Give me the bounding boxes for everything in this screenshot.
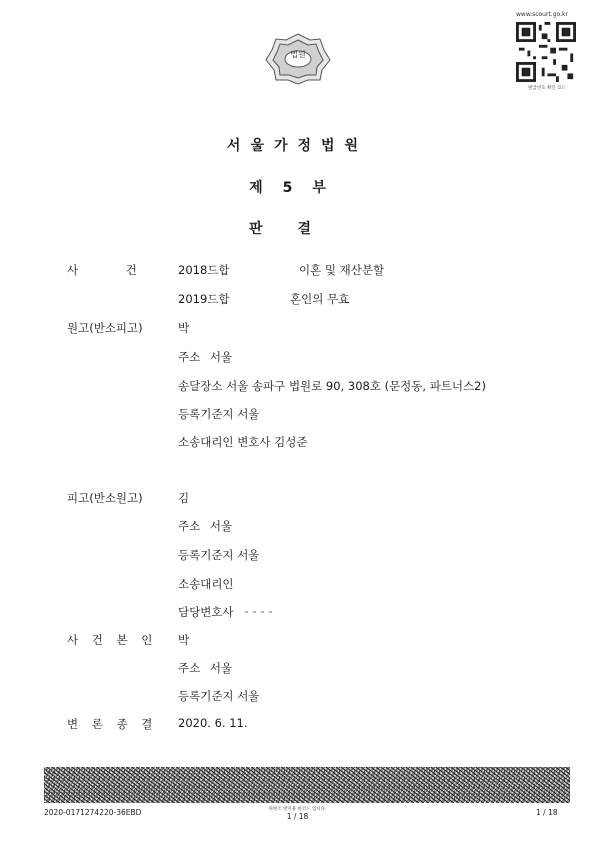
principal-name: 박 [178, 633, 190, 647]
defendant-label: 피고(반소원고) [67, 491, 143, 505]
qr-caption: 발급번호 확인 코드 [528, 86, 566, 91]
defendant-address: 주소 서울 [178, 519, 233, 533]
document-type-title: 판결 [248, 221, 347, 237]
plaintiff-registry: 등록기준지 서울 [178, 407, 260, 421]
defendant-attorney-label: 담당변호사 [178, 605, 234, 619]
plaintiff-name: 박 [178, 321, 190, 335]
defendant-name: 김 [178, 491, 190, 505]
emblem-label: 법원 [290, 50, 306, 59]
principal-registry: 등록기준지 서울 [178, 689, 260, 703]
defendant-counsel-label: 소송대리인 [178, 577, 234, 591]
closing-date: 2020. 6. 11. [178, 716, 248, 730]
plaintiff-address: 주소 서울 [178, 350, 233, 364]
footer-center [0, 806, 595, 821]
defendant-registry: 등록기준지 서울 [178, 548, 260, 562]
closing-label: 변 론 종 결 [67, 717, 158, 731]
case-title-1: 이혼 및 재산분할 [299, 263, 385, 277]
court-emblem [262, 30, 334, 86]
case-number-2: 2019드합 [178, 292, 230, 306]
principal-address: 주소 서울 [178, 661, 233, 675]
plaintiff-label: 원고(반소피고) [67, 321, 143, 335]
plaintiff-service-address: 송달장소 서울 송파구 법원로 90, 308호 (문정동, 파트너스2) [178, 379, 486, 393]
case-number-1: 2018드합 [178, 263, 230, 277]
court-title: 서울가정법원 [226, 138, 369, 154]
case-label: 사 건 [67, 263, 159, 277]
footer-doc-id: 2020-0171274220-36EBD [44, 808, 142, 817]
footer-page-number: 1 / 18 [536, 808, 558, 817]
anti-forgery-barcode [44, 767, 570, 803]
plaintiff-counsel: 소송대리인 변호사 김성준 [178, 435, 308, 449]
qr-code-icon [516, 22, 576, 82]
footer-barcode-note: 위변조 방지용 바코드 입니다. [268, 807, 327, 812]
case-title-2: 혼인의 무효 [290, 292, 350, 306]
principal-label: 사 건 본 인 [67, 633, 158, 647]
footer-page-center: 1 / 18 [286, 812, 309, 821]
redaction-marks [245, 611, 275, 613]
site-url: www.scourt.go.kr [516, 11, 568, 18]
division-title: 제5부 [249, 180, 346, 196]
